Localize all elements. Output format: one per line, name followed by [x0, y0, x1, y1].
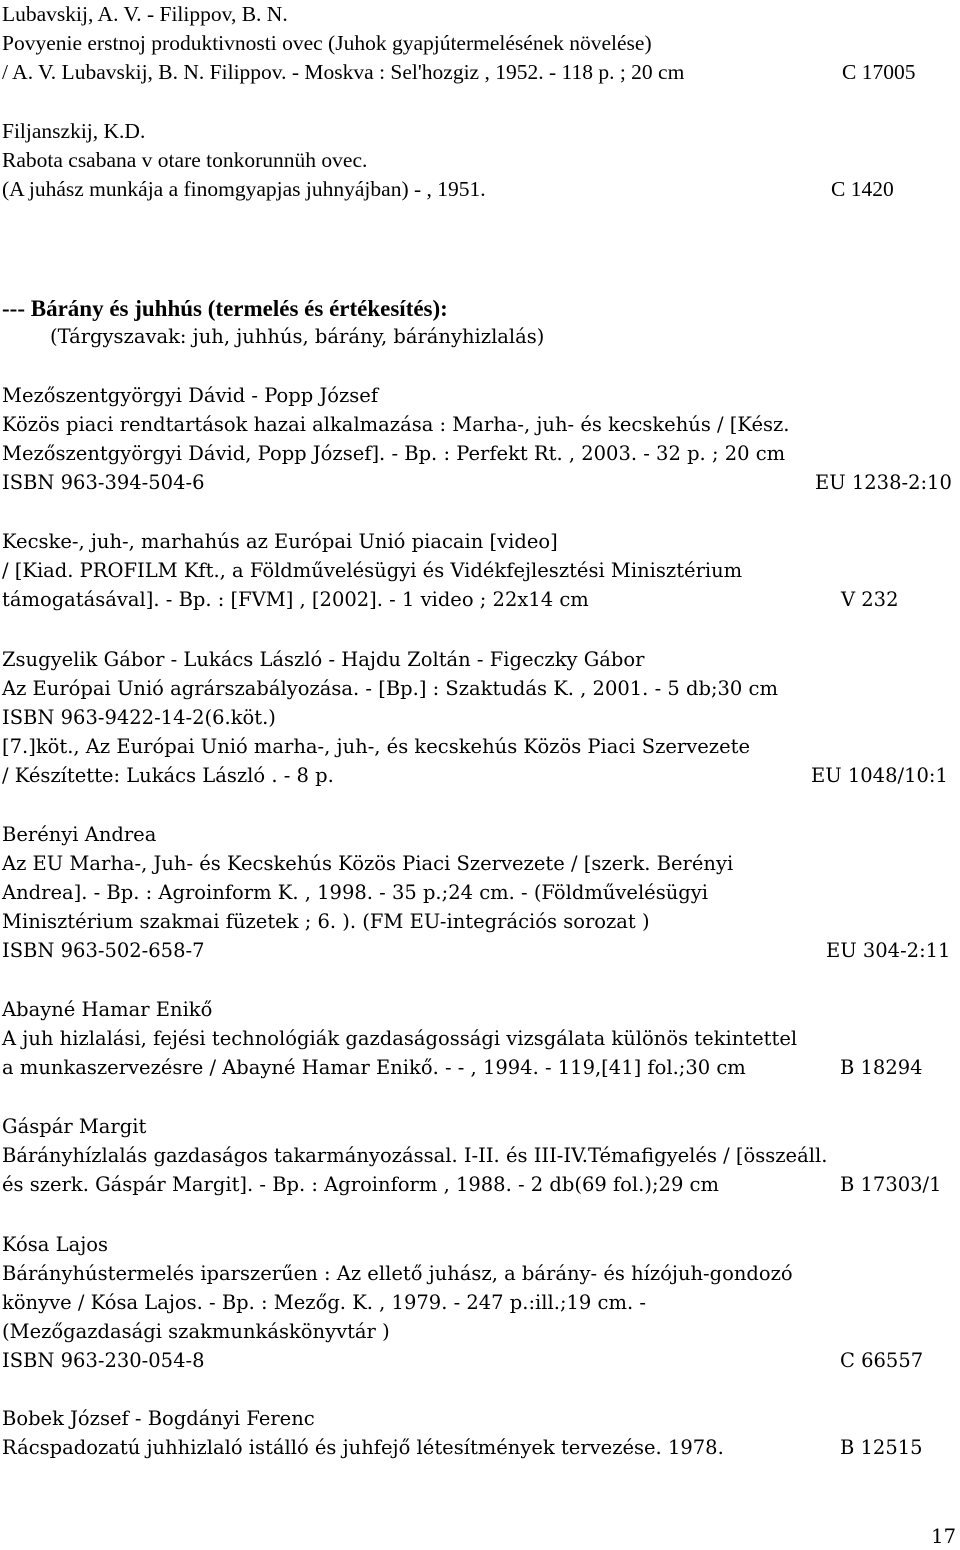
entry-title: Rabota csabana v otare tonkorunnüh ovec.: [2, 148, 368, 172]
entry-author: Abayné Hamar Enikő: [2, 998, 213, 1021]
entry-imprint: (A juhász munkája a finomgyapjas juhnyájban) - , 1951.: [2, 177, 486, 201]
entry-isbn: ISBN 963-502-658-7: [2, 939, 205, 962]
shelf-mark: EU 1238-2:10: [815, 471, 952, 494]
shelf-mark: C 17005: [842, 60, 916, 84]
entry-volume: [7.]köt., Az Európai Unió marha-, juh-, és kecskehús Közös Piaci Szervezete: [2, 735, 750, 758]
entry-title: Közös piaci rendtartások hazai alkalmazása : Marha-, juh- és kecskehús / [Kész.: [2, 413, 790, 436]
entry-series: Minisztérium szakmai füzetek ; 6. ). (FM EU-integrációs sorozat ): [2, 910, 650, 933]
shelf-mark: EU 1048/10:1: [811, 764, 948, 787]
section-heading: --- Bárány és juhhús (termelés és értékesítés):: [2, 296, 448, 321]
entry-imprint: Mezőszentgyörgyi Dávid, Popp József]. - Bp. : Perfekt Rt. , 2003. - 32 p. ; 20 cm: [2, 442, 786, 465]
entry-imprint: / A. V. Lubavskij, B. N. Filippov. - Moskva : Sel'hozgiz , 1952. - 118 p. ; 20 cm: [2, 60, 685, 84]
entry-author: Berényi Andrea: [2, 823, 157, 846]
page-number: 17: [931, 1525, 956, 1548]
shelf-mark: V 232: [841, 588, 899, 611]
entry-author: Bobek József - Bogdányi Ferenc: [2, 1407, 315, 1430]
entry-isbn: ISBN 963-9422-14-2(6.köt.): [2, 706, 276, 729]
entry-imprint: Andrea]. - Bp. : Agroinform K. , 1998. - 35 p.;24 cm. - (Földművelésügyi: [2, 881, 709, 904]
entry-author: Gáspár Margit: [2, 1115, 147, 1138]
entry-title: Az EU Marha-, Juh- és Kecskehús Közös Piaci Szervezete / [szerk. Berényi: [2, 852, 734, 875]
entry-author: Kósa Lajos: [2, 1233, 108, 1256]
entry-imprint: könyve / Kósa Lajos. - Bp. : Mezőg. K. , 1979. - 247 p.:ill.;19 cm. -: [2, 1291, 646, 1314]
entry-title: Bárányhústermelés iparszerűen : Az ellető juhász, a bárány- és hízójuh-gondozó: [2, 1262, 793, 1285]
entry-publisher: / [Kiad. PROFILM Kft., a Földművelésügyi és Vidékfejlesztési Minisztérium: [2, 559, 743, 582]
entry-title: Kecske-, juh-, marhahús az Európai Unió piacain [video]: [2, 530, 558, 553]
entry-author: Lubavskij, A. V. - Filippov, B. N.: [2, 2, 288, 26]
entry-imprint: és szerk. Gáspár Margit]. - Bp. : Agroinform , 1988. - 2 db(69 fol.);29 cm: [2, 1173, 719, 1196]
entry-title: Bárányhízlalás gazdaságos takarmányozással. I-II. és III-IV.Témafigyelés / [összeáll.: [2, 1144, 828, 1167]
shelf-mark: C 1420: [831, 177, 894, 201]
entry-isbn: ISBN 963-394-504-6: [2, 471, 205, 494]
entry-author: Mezőszentgyörgyi Dávid - Popp József: [2, 384, 379, 407]
shelf-mark: B 17303/1: [840, 1173, 942, 1196]
entry-author: Zsugyelik Gábor - Lukács László - Hajdu Zoltán - Figeczky Gábor: [2, 648, 645, 671]
entry-isbn: ISBN 963-230-054-8: [2, 1349, 205, 1372]
entry-author: Filjanszkij, K.D.: [2, 119, 146, 143]
entry-title: Az Európai Unió agrárszabályozása. - [Bp.] : Szaktudás K. , 2001. - 5 db;30 cm: [2, 677, 778, 700]
shelf-mark: B 12515: [840, 1436, 923, 1459]
section-keywords: (Tárgyszavak: juh, juhhús, bárány, bárányhizlalás): [50, 325, 545, 348]
entry-title: Povyenie erstnoj produktivnosti ovec (Juhok gyapjútermelésének növelése): [2, 31, 652, 55]
entry-imprint: a munkaszervezésre / Abayné Hamar Enikő. - - , 1994. - 119,[41] fol.;30 cm: [2, 1056, 746, 1079]
entry-series: (Mezőgazdasági szakmunkáskönyvtár ): [2, 1320, 390, 1343]
shelf-mark: C 66557: [840, 1349, 924, 1372]
shelf-mark: B 18294: [840, 1056, 923, 1079]
entry-imprint: támogatásával]. - Bp. : [FVM] , [2002]. - 1 video ; 22x14 cm: [2, 588, 589, 611]
entry-imprint: / Készítette: Lukács László . - 8 p.: [2, 764, 334, 787]
entry-title: Rácspadozatú juhhizlaló istálló és juhfejő létesítmények tervezése. 1978.: [2, 1436, 724, 1459]
shelf-mark: EU 304-2:11: [826, 939, 951, 962]
entry-title: A juh hizlalási, fejési technológiák gazdaságossági vizsgálata különös tekintettel: [2, 1027, 798, 1050]
